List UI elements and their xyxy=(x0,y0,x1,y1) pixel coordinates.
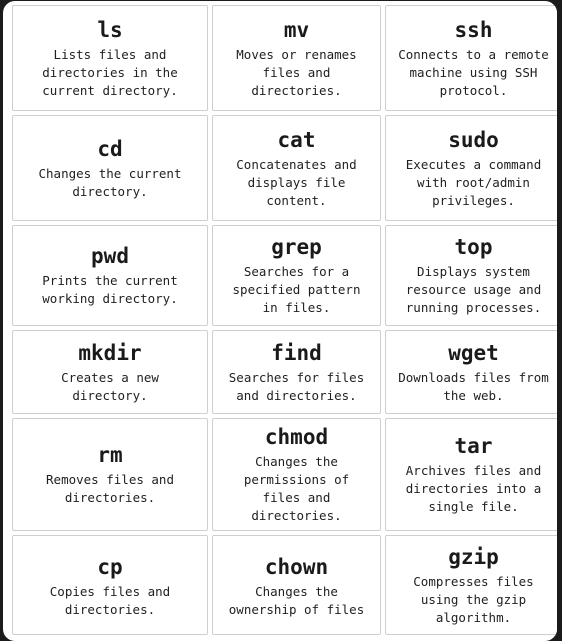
command-name: ls xyxy=(97,17,123,42)
cheatsheet-card xyxy=(3,1,557,641)
command-cell-cp xyxy=(12,535,208,635)
command-name: find xyxy=(271,340,322,365)
command-description: Changes the permissions of files and directories. xyxy=(243,454,350,523)
command-cell-rm xyxy=(12,418,208,531)
command-cell-chmod xyxy=(212,418,381,531)
command-name: tar xyxy=(454,434,493,458)
command-name: mv xyxy=(283,17,310,42)
command-description: Removes files and directories. xyxy=(46,472,174,505)
command-cell-pwd xyxy=(12,225,208,326)
command-cell-mkdir xyxy=(12,330,208,414)
command-name: cd xyxy=(97,136,123,161)
command-name: top xyxy=(454,235,493,259)
command-description: Searches for a specified pattern in files. xyxy=(232,264,361,315)
command-name: cp xyxy=(97,555,123,579)
command-cell-find xyxy=(212,330,381,414)
command-cell-gzip xyxy=(385,535,557,635)
command-name: chmod xyxy=(264,425,329,449)
command-cell-ssh xyxy=(385,5,557,111)
command-description: Downloads files from the web. xyxy=(398,369,549,403)
command-cell-tar xyxy=(385,418,557,531)
command-description: Lists files and directories in the current directory. xyxy=(42,46,178,98)
command-description: Displays system resource usage and running processes. xyxy=(405,264,542,315)
command-description: Changes the current directory. xyxy=(38,165,182,199)
command-name: sudo xyxy=(448,127,499,152)
command-name: pwd xyxy=(91,244,129,268)
command-description: Executes a command with root/admin privileges. xyxy=(405,156,542,208)
command-cell-chown xyxy=(212,535,381,635)
command-description: Compresses files using the gzip algorithm. xyxy=(413,574,534,625)
command-description: Moves or renames files and directories. xyxy=(236,46,357,98)
command-name: grep xyxy=(271,235,322,259)
command-name: rm xyxy=(97,443,123,467)
command-name: chown xyxy=(264,555,329,579)
command-name: gzip xyxy=(448,545,499,569)
command-grid xyxy=(12,5,557,635)
command-cell-cd xyxy=(12,115,208,221)
command-description: Changes the ownership of files xyxy=(228,584,365,617)
command-cell-sudo xyxy=(385,115,557,221)
command-name: mkdir xyxy=(78,340,142,365)
command-description: Creates a new directory. xyxy=(61,369,159,403)
command-description: Copies files and directories. xyxy=(49,584,171,617)
command-description: Prints the current working directory. xyxy=(42,273,178,306)
command-description: Concatenates and displays file content. xyxy=(236,156,357,208)
command-name: ssh xyxy=(454,17,493,42)
command-name: cat xyxy=(277,127,316,152)
command-cell-wget xyxy=(385,330,557,414)
command-cell-top xyxy=(385,225,557,326)
command-description: Connects to a remote machine using SSH protocol. xyxy=(398,46,549,98)
command-cell-ls xyxy=(12,5,208,111)
command-cell-cat xyxy=(212,115,381,221)
command-description: Searches for files and directories. xyxy=(228,369,365,403)
command-cell-grep xyxy=(212,225,381,326)
command-cell-mv xyxy=(212,5,381,111)
command-description: Archives files and directories into a single file. xyxy=(405,463,542,514)
command-name: wget xyxy=(448,340,499,365)
